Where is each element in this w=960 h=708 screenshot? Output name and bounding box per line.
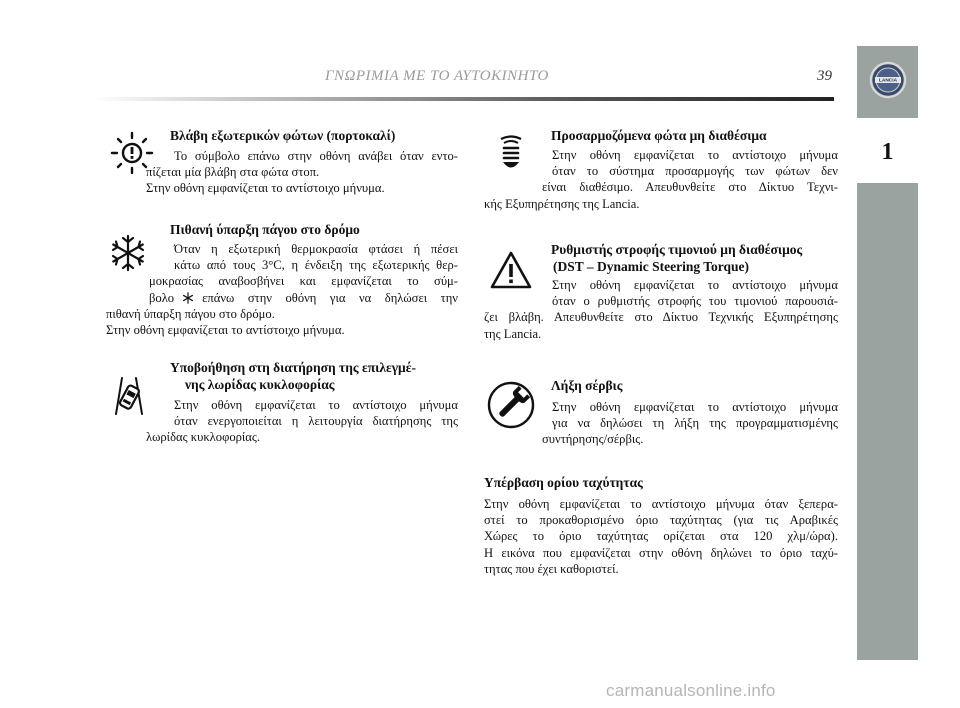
exterior-lights-title: Βλάβη εξωτερικών φώτων (πορτοκαλί)	[170, 128, 396, 143]
snowflake-inline-icon	[182, 292, 194, 304]
chapter-number: 1	[881, 138, 894, 165]
lane-text: Στην οθόνη εμφανίζεται το αντίστοιχο μήνυμα όταν ενεργοποιείται η λειτουργία διατήρησης της λωρίδας κυκλοφορίας.	[146, 398, 458, 445]
chapter-marker	[857, 121, 918, 183]
running-header: ΓΝΩΡΙΜΙΑ ΜΕ ΤΟ ΑΥΤΟΚΙΝΗΤΟ	[325, 68, 549, 84]
speed-title: Υπέρβαση ορίου ταχύτητας	[484, 475, 643, 490]
service-text: Στην οθόνη εμφανίζεται το αντίστοιχο μήνυμα για να δηλώσει τη λήξη της προγραμματισμένης συντήρησης/σέρβις.	[542, 400, 838, 447]
exterior-lights-text: Το σύμβολο επάνω στην οθόνη ανάβει όταν εντο- πίζεται μία βλάβη στα φώτα στοπ. Στην οθόνη εμφανίζεται το αντίστοιχο μήνυμα.	[146, 149, 458, 196]
header-rule	[92, 97, 834, 101]
dst-text: Στην οθόνη εμφανίζεται το αντίστοιχο μήνυμα όταν ο ρυθμιστής στροφής του τιμονιού παρουσιά- ζει βλάβη. Απευθυνθείτε στο Δίκτυο Τεχνικής Εξυπηρέτησης της Lancia.	[484, 278, 838, 341]
lancia-logo-icon	[868, 60, 908, 100]
watermark: carmanualsonline.info	[606, 681, 776, 700]
dst-title: Ρυθμιστής στροφής τιμονιού μη διαθέσιμος (DST – Dynamic Steering Torque)	[551, 242, 803, 274]
adaptive-lights-text: Στην οθόνη εμφανίζεται το αντίστοιχο μήνυμα όταν το σύστημα προσαρμογής των φώτων δεν είναι διαθέσιμο. Απευθυνθείτε στο Δίκτυο Τεχνι- κής Εξυπηρέτησης της Lancia.	[484, 148, 838, 211]
service-title: Λήξη σέρβις	[551, 378, 623, 393]
svg-text:LANCIA: LANCIA	[878, 78, 898, 84]
ice-text: Όταν η εξωτερική θερμοκρασία φτάσει ή πέσει κάτω από τους 3°C, η ένδειξη της εξωτερικής θερ- μοκρασίας αναβοσβήνει και εμφανίζεται το σύμ- βολο επάνω στην οθόνη για να δηλώσει την πιθανή ύπαρξη πάγου στο δρόμο. Στην οθόνη εμφανίζεται το αντίστοιχο μήνυμα.	[106, 242, 458, 338]
speed-text: Στην οθόνη εμφανίζεται το αντίστοιχο μήνυμα όταν ξεπερα- στεί το προκαθορισμένο όριο ταχύτητας (για τις Αραβικές Χώρες το όριο ταχύτητας ορίζεται στα 120 χλμ/ώρα). Η εικόνα που εμφανίζεται στην οθόνη δηλώνει το όριο ταχύ- τητας που έχει καθοριστεί.	[484, 497, 838, 576]
adaptive-lights-title: Προσαρμοζόμενα φώτα μη διαθέσιμα	[551, 128, 767, 143]
ice-title: Πιθανή ύπαρξη πάγου στο δρόμο	[170, 222, 360, 237]
lane-title: Υποβοήθηση στη διατήρηση της επιλεγμέ- νης λωρίδας κυκλοφορίας	[170, 360, 416, 392]
page-number: 39	[817, 68, 832, 84]
